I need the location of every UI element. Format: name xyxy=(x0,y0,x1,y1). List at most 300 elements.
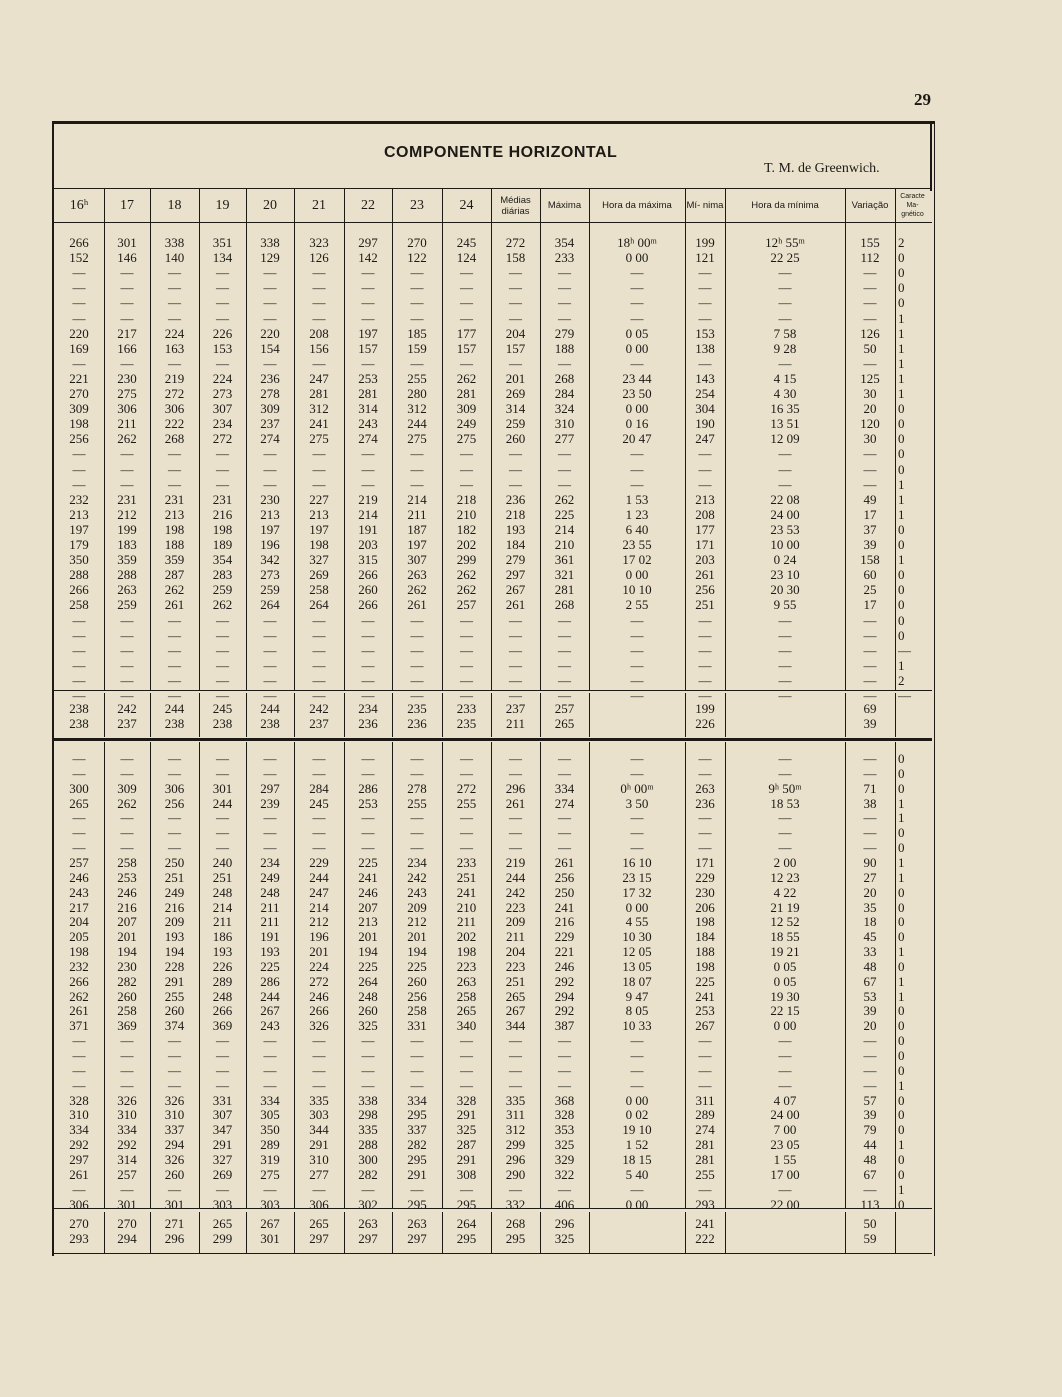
table-cell: 306 xyxy=(309,1196,329,1212)
table-cell: — xyxy=(863,265,877,281)
table-cell: — xyxy=(168,765,181,781)
table-cell: 249 xyxy=(164,884,185,900)
table-cell: — xyxy=(698,765,712,781)
table-cell: 279 xyxy=(505,552,526,568)
table-cell xyxy=(896,1232,929,1246)
table-cell: 210 xyxy=(456,506,477,522)
table-cell: 270 xyxy=(407,235,427,250)
table-cell: 221 xyxy=(69,370,89,386)
table-cell: 120 xyxy=(860,416,880,432)
table-cell: — xyxy=(460,355,473,371)
table-cell: 312 xyxy=(407,401,427,417)
table-cell: — xyxy=(120,295,134,311)
table-cell: — xyxy=(263,840,277,856)
table-cell: — xyxy=(410,612,424,628)
table-row xyxy=(56,372,926,386)
table-cell: 222 xyxy=(695,1231,715,1246)
table-cell: 267 xyxy=(505,1003,526,1019)
table-cell: 0 xyxy=(898,582,905,598)
table-row xyxy=(56,1064,926,1078)
table-cell: 359 xyxy=(117,552,137,568)
table-cell: 261 xyxy=(407,597,427,613)
table-cell: 23 50 xyxy=(622,386,652,401)
table-cell: — xyxy=(312,1062,326,1078)
table-cell: — xyxy=(216,765,229,781)
table-cell: 289 xyxy=(260,1137,280,1153)
table-cell: 24 00 xyxy=(770,506,800,522)
table-cell: — xyxy=(216,688,229,703)
table-cell: — xyxy=(361,1033,375,1049)
table-cell: 243 xyxy=(358,416,378,432)
table-cell: — xyxy=(863,1077,877,1093)
table-cell: 246 xyxy=(117,884,137,900)
table-cell: 0 xyxy=(898,295,905,311)
table-cell: 4 55 xyxy=(625,914,649,930)
table-cell: — xyxy=(361,446,375,462)
table-cell: 171 xyxy=(695,537,715,552)
table-cell: 198 xyxy=(164,521,185,537)
table-cell: — xyxy=(120,825,134,841)
table-cell: 220 xyxy=(69,325,89,341)
table-cell: — xyxy=(216,1181,229,1197)
table-cell: — xyxy=(312,765,326,781)
table-cell: 245 xyxy=(212,701,233,716)
table-cell: 8 05 xyxy=(625,1003,649,1019)
table-row xyxy=(56,1049,926,1063)
table-cell: 334 xyxy=(117,1122,137,1138)
table-cell: 311 xyxy=(695,1092,715,1108)
table-cell: 310 xyxy=(69,1107,89,1123)
table-cell: — xyxy=(72,446,86,462)
table-cell: 57 xyxy=(863,1092,877,1108)
table-cell: — xyxy=(263,280,277,296)
table-cell: 223 xyxy=(505,958,526,974)
table-cell: 214 xyxy=(212,899,233,915)
table-cell: — xyxy=(630,1181,644,1197)
table-cell: 38 xyxy=(863,795,877,811)
table-cell: 71 xyxy=(863,780,877,796)
table-cell: 152 xyxy=(69,250,89,266)
table-cell: — xyxy=(558,446,571,462)
table-cell: 293 xyxy=(69,1231,89,1246)
table-cell xyxy=(590,717,684,731)
table-cell: — xyxy=(558,1048,571,1063)
table-cell: 134 xyxy=(212,250,233,266)
table-row xyxy=(56,1168,926,1182)
table-cell: 306 xyxy=(164,401,185,417)
table-cell: — xyxy=(120,1033,134,1049)
table-cell: — xyxy=(263,355,277,371)
table-cell: — xyxy=(168,840,181,856)
table-cell: — xyxy=(216,355,229,371)
table-cell: — xyxy=(460,1048,473,1063)
table-cell: 232 xyxy=(69,491,89,507)
table-cell: — xyxy=(216,1077,229,1093)
table-cell: 2 55 xyxy=(625,597,649,613)
table-cell: — xyxy=(460,825,473,841)
table-cell: 20 xyxy=(863,1018,877,1034)
table-cell: 260 xyxy=(358,1003,378,1019)
table-row xyxy=(56,975,926,989)
table-row xyxy=(56,1232,926,1246)
table-cell: 138 xyxy=(695,340,715,356)
table-cell: 296 xyxy=(554,1216,575,1231)
table-cell: 59 xyxy=(863,1231,877,1246)
table-cell: 301 xyxy=(117,1196,137,1212)
table-cell: — xyxy=(312,751,326,766)
table-cell: 1 xyxy=(898,973,905,989)
table-cell: 253 xyxy=(358,370,378,386)
table-cell: — xyxy=(698,355,712,371)
table-cell: 1 xyxy=(898,1137,905,1153)
table-cell: — xyxy=(168,280,181,296)
table-cell: — xyxy=(168,657,181,673)
table-row xyxy=(56,251,926,265)
table-row xyxy=(56,689,926,703)
table-cell: 216 xyxy=(554,914,575,930)
table-cell: 261 xyxy=(69,1166,89,1182)
table-cell: 262 xyxy=(456,582,477,598)
table-cell: 146 xyxy=(117,250,137,266)
table-cell: — xyxy=(312,1033,326,1049)
table-cell: 50 xyxy=(863,340,877,356)
table-cell: 9ʰ 50ᵐ xyxy=(768,780,802,796)
table-cell: — xyxy=(630,810,644,826)
table-cell: — xyxy=(460,1181,473,1197)
table-cell: 209 xyxy=(164,914,185,930)
table-cell: 297 xyxy=(260,780,280,796)
table-cell: — xyxy=(216,476,229,492)
table-cell: 143 xyxy=(695,370,715,386)
table-cell: — xyxy=(778,476,792,492)
table-cell: 1 52 xyxy=(625,1137,649,1153)
table-row xyxy=(56,402,926,416)
table-cell: 0 05 xyxy=(773,958,797,974)
table-cell: 121 xyxy=(695,250,715,266)
table-cell: 1 53 xyxy=(625,491,649,507)
table-cell: 3 50 xyxy=(625,795,649,811)
table-cell: — xyxy=(410,310,424,326)
table-cell: — xyxy=(168,446,181,462)
table-cell: — xyxy=(361,642,375,658)
table-row xyxy=(56,508,926,522)
table-cell: — xyxy=(558,642,571,658)
table-cell: 269 xyxy=(309,567,329,583)
table-cell: 264 xyxy=(260,597,280,613)
table-cell: 203 xyxy=(695,552,715,568)
table-cell: — xyxy=(863,1181,877,1197)
table-cell: — xyxy=(778,446,792,462)
table-cell: 282 xyxy=(358,1166,378,1182)
column-header: Caracte Ma- gnético xyxy=(900,193,925,218)
table-cell: 246 xyxy=(309,988,329,1004)
table-cell: — xyxy=(630,825,644,841)
table-cell: 281 xyxy=(695,1137,715,1153)
table-cell: 244 xyxy=(260,988,280,1004)
table-cell: 325 xyxy=(554,1137,575,1153)
table-cell: — xyxy=(460,672,473,688)
table-cell: — xyxy=(120,612,134,628)
table-cell: 69 xyxy=(863,701,877,716)
table-cell: — xyxy=(558,672,571,688)
table-cell: — xyxy=(558,461,571,477)
table-cell: 6 40 xyxy=(625,521,649,537)
table-row xyxy=(56,463,926,477)
table-cell: 270 xyxy=(117,1216,137,1231)
table-cell: 243 xyxy=(69,884,89,900)
table-row xyxy=(56,856,926,870)
table-cell: — xyxy=(558,265,571,281)
table-cell: 259 xyxy=(117,597,137,613)
table-row xyxy=(56,945,926,959)
table-cell: — xyxy=(216,1062,229,1078)
table-cell: — xyxy=(312,672,326,688)
table-cell: 304 xyxy=(695,401,715,417)
table-cell: — xyxy=(778,825,792,841)
table-cell: — xyxy=(630,280,644,296)
table-cell: 224 xyxy=(164,325,185,341)
table-cell: 0 05 xyxy=(625,325,649,341)
table-cell: — xyxy=(263,476,277,492)
table-row xyxy=(56,930,926,944)
table-cell: — xyxy=(120,1062,134,1078)
column-header: Mí- nima xyxy=(686,200,724,211)
table-cell: 223 xyxy=(456,958,477,974)
table-cell: 266 xyxy=(309,1003,329,1019)
column-header: 16ʰ xyxy=(69,198,89,213)
table-cell: 287 xyxy=(164,567,185,583)
table-cell: 290 xyxy=(505,1166,526,1182)
column-header: 20 xyxy=(263,198,277,213)
table-cell: 22 25 xyxy=(770,250,800,266)
table-cell: 303 xyxy=(212,1196,233,1212)
table-cell: 253 xyxy=(358,795,378,811)
table-cell: — xyxy=(509,295,522,311)
table-cell: — xyxy=(410,810,424,826)
table-cell: 60 xyxy=(863,567,877,583)
table-cell: 13 05 xyxy=(622,958,652,974)
table-cell: 232 xyxy=(69,958,89,974)
table-cell: 213 xyxy=(309,506,329,522)
table-cell: 0 00 xyxy=(625,340,649,356)
table-cell: 1 xyxy=(898,310,905,326)
table-cell: 291 xyxy=(309,1137,329,1153)
table-cell: 234 xyxy=(358,701,378,716)
table-cell: 272 xyxy=(164,386,185,401)
table-cell: — xyxy=(120,1077,134,1093)
column-header: 24 xyxy=(459,198,474,213)
table-cell: 309 xyxy=(456,401,477,417)
table-cell: 258 xyxy=(456,988,477,1004)
table-cell: — xyxy=(120,446,134,462)
table-cell: 260 xyxy=(117,988,137,1004)
table-cell: — xyxy=(778,295,792,311)
table-row xyxy=(56,674,926,688)
table-cell: — xyxy=(630,476,644,492)
table-cell: 310 xyxy=(117,1107,137,1123)
table-cell: 225 xyxy=(407,958,427,974)
column-header: 21 xyxy=(312,198,326,213)
table-cell: 291 xyxy=(164,973,185,989)
table-cell: 278 xyxy=(260,386,280,401)
table-cell: 0 24 xyxy=(773,552,797,568)
table-cell: 297 xyxy=(69,1151,89,1167)
table-row xyxy=(56,752,926,766)
table-cell: 20 xyxy=(863,884,877,900)
table-cell: 227 xyxy=(309,491,329,507)
table-cell: — xyxy=(263,688,277,703)
table-cell: — xyxy=(778,642,792,658)
table-cell: — xyxy=(558,1181,571,1197)
table-cell: 292 xyxy=(554,1003,575,1019)
table-cell: — xyxy=(509,1033,522,1049)
table-cell: — xyxy=(460,765,473,781)
table-cell: 306 xyxy=(164,780,185,796)
table-cell: 0 xyxy=(898,884,905,900)
table-cell: — xyxy=(168,1033,181,1049)
table-cell: 296 xyxy=(505,1151,526,1167)
table-cell: 17 00 xyxy=(770,1166,800,1182)
table-cell: 299 xyxy=(505,1137,526,1153)
table-cell: 327 xyxy=(309,552,329,568)
table-cell: 241 xyxy=(554,899,575,915)
table-cell: 293 xyxy=(695,1196,715,1212)
table-cell: 211 xyxy=(260,899,280,915)
table-cell: — xyxy=(630,310,644,326)
table-cell: 245 xyxy=(456,235,477,250)
table-cell: 310 xyxy=(554,416,575,432)
table-cell: 263 xyxy=(456,973,477,989)
table-cell: 2 xyxy=(898,235,905,250)
table-cell: 16 35 xyxy=(770,401,800,417)
table-cell: — xyxy=(698,840,712,856)
table-cell: 267 xyxy=(505,582,526,598)
time-reference: T. M. de Greenwich. xyxy=(764,161,880,176)
table-cell: 281 xyxy=(695,1151,715,1167)
table-cell: — xyxy=(216,642,229,658)
table-cell: 242 xyxy=(407,869,427,885)
table-row xyxy=(56,1123,926,1137)
table-cell: — xyxy=(312,810,326,826)
table-cell: 19 10 xyxy=(622,1122,652,1138)
table-cell: — xyxy=(460,280,473,296)
table-row xyxy=(56,417,926,431)
table-cell: 1 xyxy=(898,944,905,960)
table-cell: 53 xyxy=(863,988,877,1004)
table-cell: 267 xyxy=(260,1216,280,1231)
table-cell: — xyxy=(168,265,181,281)
table-cell: 216 xyxy=(212,506,233,522)
table-cell: 406 xyxy=(554,1196,575,1212)
table-cell: 202 xyxy=(456,537,477,552)
table-cell: — xyxy=(558,280,571,296)
table-cell: 0 xyxy=(898,1003,905,1019)
table-cell: — xyxy=(558,612,571,628)
table-row xyxy=(56,886,926,900)
table-cell: — xyxy=(72,310,86,326)
table-cell: 255 xyxy=(456,795,477,811)
table-cell: 198 xyxy=(69,416,89,432)
table-cell: 198 xyxy=(309,537,329,552)
table-row xyxy=(56,797,926,811)
table-cell: — xyxy=(863,825,877,841)
table-row xyxy=(56,296,926,310)
table-cell: 258 xyxy=(69,597,89,613)
page-number: 29 xyxy=(914,90,931,109)
table-row xyxy=(56,1138,926,1152)
table-cell: 334 xyxy=(407,1092,427,1108)
table-cell: — xyxy=(509,657,522,673)
table-cell: 5 40 xyxy=(625,1166,649,1182)
table-cell: 230 xyxy=(117,958,137,974)
table-cell: — xyxy=(460,476,473,492)
table-cell: — xyxy=(698,310,712,326)
table-cell: 122 xyxy=(407,250,427,266)
table-cell: 0 xyxy=(898,521,905,537)
table-cell: — xyxy=(361,1048,375,1063)
table-row xyxy=(56,614,926,628)
table-cell: 197 xyxy=(309,521,329,537)
table-cell: 23 15 xyxy=(622,869,652,885)
table-cell: 268 xyxy=(164,431,185,447)
table-cell: 284 xyxy=(309,780,329,796)
table-cell: — xyxy=(863,672,877,688)
table-cell: 204 xyxy=(69,914,89,930)
table-cell: 280 xyxy=(407,386,427,401)
table-cell: 325 xyxy=(554,1231,575,1246)
table-cell: 244 xyxy=(309,869,329,885)
table-cell: — xyxy=(168,295,181,311)
table-cell: — xyxy=(168,612,181,628)
table-cell: 194 xyxy=(358,944,378,960)
table-cell: — xyxy=(698,280,712,296)
table-cell: 244 xyxy=(407,416,427,432)
table-cell: — xyxy=(312,265,326,281)
table-cell: — xyxy=(460,751,473,766)
table-cell: — xyxy=(72,642,86,658)
table-cell: 250 xyxy=(554,884,575,900)
table-cell: 230 xyxy=(260,491,280,507)
table-cell: 242 xyxy=(117,701,137,716)
table-cell: 258 xyxy=(407,1003,427,1019)
table-cell: 259 xyxy=(260,582,280,598)
table-cell: 233 xyxy=(456,701,477,716)
table-cell: — xyxy=(168,627,181,643)
table-cell: — xyxy=(72,657,86,673)
table-cell: 309 xyxy=(69,401,89,417)
table-cell: 7 58 xyxy=(773,325,797,341)
table-cell: — xyxy=(698,688,712,703)
table-cell: 248 xyxy=(358,988,378,1004)
table-cell: — xyxy=(410,446,424,462)
table-cell: 230 xyxy=(695,884,715,900)
table-row xyxy=(56,583,926,597)
table-cell: 340 xyxy=(456,1018,477,1034)
table-cell: — xyxy=(361,461,375,477)
table-cell: 314 xyxy=(505,401,526,417)
table-cell: — xyxy=(168,751,181,766)
table-cell: — xyxy=(778,461,792,477)
table-cell: — xyxy=(312,280,326,296)
table-cell: 188 xyxy=(695,944,715,960)
table-cell: 18 53 xyxy=(770,795,800,811)
table-cell: 328 xyxy=(554,1107,575,1123)
table-cell: 281 xyxy=(456,386,477,401)
table-cell: — xyxy=(778,1048,792,1063)
table-cell: 248 xyxy=(212,988,233,1004)
table-cell: 295 xyxy=(456,1196,477,1212)
table-cell: 194 xyxy=(164,944,185,960)
